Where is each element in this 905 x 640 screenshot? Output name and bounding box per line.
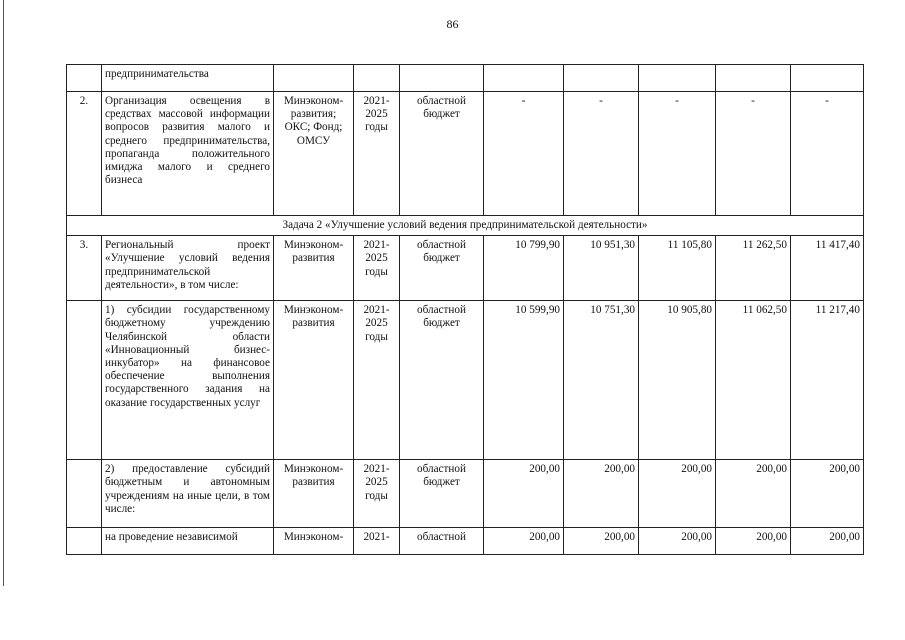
implementation-period: 2021-2025 годы (354, 236, 400, 301)
value-2024: 11 262,50 (716, 236, 791, 301)
value-2024 (716, 65, 791, 92)
value-2025: 11 417,40 (791, 236, 864, 301)
table-row (67, 236, 864, 301)
page-number: 86 (446, 17, 459, 31)
implementation-period: 2021-2025 годы (354, 92, 400, 216)
value-2021: 10 799,90 (484, 236, 564, 301)
row-number: 2. (67, 92, 102, 216)
funding-source: областной бюджет (400, 301, 484, 460)
implementation-period: 2021-2025 годы (354, 301, 400, 460)
value-2023: 200,00 (639, 528, 716, 555)
value-2022: 10 951,30 (564, 236, 639, 301)
value-2024: - (716, 92, 791, 216)
funding-source: областной бюджет (400, 92, 484, 216)
value-2022: 200,00 (564, 460, 639, 528)
table-row (67, 65, 864, 92)
table-row (67, 528, 864, 555)
activity-description: 1) субсидии государственному бюджетному учреждению Челябинской области «Инновационный бизнес-инкубатор» на финансовое обеспечение выполнения государственного задания на оказание государственных услуг (102, 301, 274, 460)
funding-source: областной (400, 528, 484, 555)
value-2025: 11 217,40 (791, 301, 864, 460)
page-bottom-margin (0, 586, 905, 640)
value-2022: 10 751,30 (564, 301, 639, 460)
activity-description: предпринимательства (102, 65, 274, 92)
activity-description: Региональный проект «Улучшение условий ведения предпринимательской деятельности», в том числе: (102, 236, 274, 301)
value-2024: 200,00 (716, 528, 791, 555)
value-2023: - (639, 92, 716, 216)
value-2025: - (791, 92, 864, 216)
value-2022: 200,00 (564, 528, 639, 555)
responsible-executor: Минэконом-развития; ОКС; Фонд; ОМСУ (274, 92, 354, 216)
value-2021 (484, 65, 564, 92)
table-row (67, 460, 864, 528)
page-edge-line (3, 0, 4, 640)
table-row (67, 92, 864, 216)
value-2023: 11 105,80 (639, 236, 716, 301)
responsible-executor: Минэконом-развития (274, 460, 354, 528)
funding-source: областной бюджет (400, 460, 484, 528)
row-number (67, 65, 102, 92)
responsible-executor: Минэконом- (274, 528, 354, 555)
activity-description: на проведение независимой (102, 528, 274, 555)
value-2024: 200,00 (716, 460, 791, 528)
responsible-executor (274, 65, 354, 92)
value-2023 (639, 65, 716, 92)
funding-source: областной бюджет (400, 236, 484, 301)
value-2025: 200,00 (791, 528, 864, 555)
row-number (67, 460, 102, 528)
funding-source (400, 65, 484, 92)
value-2021: 200,00 (484, 460, 564, 528)
value-2023: 200,00 (639, 460, 716, 528)
value-2022: - (564, 92, 639, 216)
activity-description: 2) предоставление субсидий бюджетным и автономным учреждениям на иные цели, в том числе: (102, 460, 274, 528)
value-2021: - (484, 92, 564, 216)
value-2021: 200,00 (484, 528, 564, 555)
implementation-period (354, 65, 400, 92)
activity-description: Организация освещения в средствах массовой информации вопросов развития малого и среднего предпринимательства, пропаганда положительного имиджа малого и среднего бизнеса (102, 92, 274, 216)
value-2024: 11 062,50 (716, 301, 791, 460)
row-number: 3. (67, 236, 102, 301)
value-2023: 10 905,80 (639, 301, 716, 460)
table-row (67, 301, 864, 460)
value-2022 (564, 65, 639, 92)
value-2025 (791, 65, 864, 92)
implementation-period: 2021- (354, 528, 400, 555)
row-number (67, 528, 102, 555)
value-2025: 200,00 (791, 460, 864, 528)
responsible-executor: Минэконом-развития (274, 301, 354, 460)
value-2021: 10 599,90 (484, 301, 564, 460)
implementation-period: 2021-2025 годы (354, 460, 400, 528)
task-heading: Задача 2 «Улучшение условий ведения предпринимательской деятельности» (67, 216, 864, 236)
task-header-row (67, 216, 864, 236)
program-activities-table (66, 64, 864, 555)
responsible-executor: Минэконом-развития (274, 236, 354, 301)
row-number (67, 301, 102, 460)
